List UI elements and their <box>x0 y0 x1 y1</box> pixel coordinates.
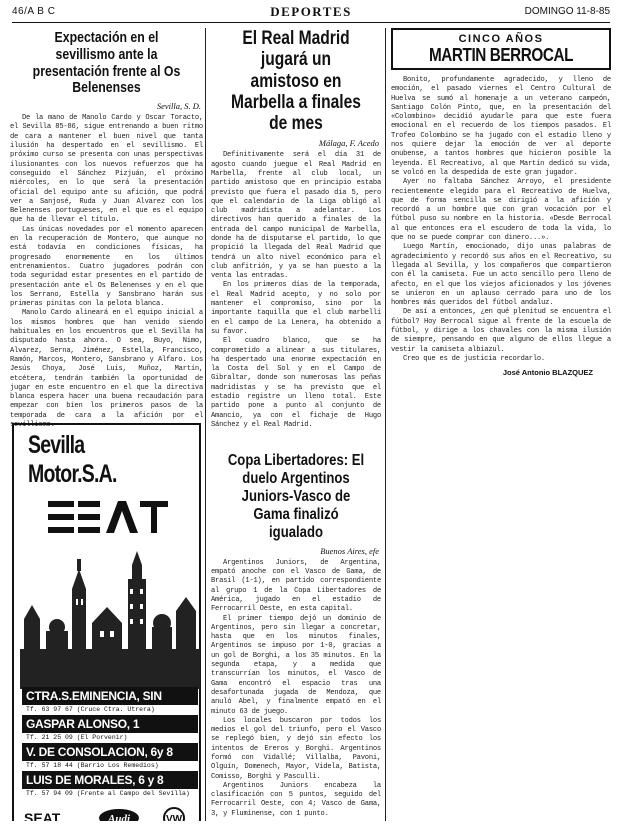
footer-seat-logo: SEAT <box>24 810 61 826</box>
dateline-malaga: Málaga, F. Acedo <box>318 138 379 149</box>
article-paragraph: En los primeros días de la temporada, el Real Madrid acepto, y no solo por mantener el compromiso, sino por la importante taquilla que el club marbellí en el campo de La Lenera, ha obtenido a su favor. <box>211 281 381 336</box>
article-paragraph: Creo que es de justicia recordarlo. <box>403 354 545 363</box>
dealer-phone: Tf. 57 94 09 (Frente al Campo del Sevilla) <box>26 790 190 797</box>
brand-logos-footer <box>24 807 194 826</box>
article-paragraph: Definitivamente será el día 31 de agosto cuando juegue el Real Madrid en Marbella, frente al club local, un partido amistoso que en principio estaba previsto que fuera el pasado día 5, pero que el calendario de la Liga obligó al club madridista a adelantar. Los directivos han querido a finales de la entrada del campo municipal de Marbella, donde ha de disputarse el partido, lo que propició la llegada del Real Madrid que tendrá un alto nivel económico para el club anfitrión, y ya se han puesto a la venta las entradas. <box>211 151 381 281</box>
article-paragraph: Los locales buscaron por todos los medios el gol del triunfo, pero el Vasco se replegó bien, y dejó sin efecto los intentos de Ereros y Borghi. Argentinos formó con Vidallé; Villalba, Pavoni, Olguín, Domenech, Mayor, Videla, Batista, Comisso, Borghi y Pasculli. <box>211 716 381 781</box>
dealer-address: CTRA.S.EMINENCIA, SIN <box>22 687 198 705</box>
issue-date: DOMINGO 11-8-85 <box>524 6 610 17</box>
page-number: 46/A B C <box>12 6 56 17</box>
dealer-1 <box>22 687 198 713</box>
article-paragraph: Argentinos Juniors, de Argentina, empató anoche con el Vasco de Gama, de Brasil (1-1), en partido correspondiente al grupo 1 de la Copa Libertadores de América, jugado en el estadio de Ferrocarril Oeste, en esta capital. <box>211 558 381 614</box>
article-paragraph: Ayer no faltaba Sánchez Arroyo, el presidente recientemente elegido para el Recreativo de Huelva, que de forma sencilla se dirigió a la afición y recordó a un hombre que con gran vocación por el fútbol puso su nombre en la historia. «Desde Berrocal al que entonces era el escudero de toda la vida, lo que no se puede comprar con dinero...». <box>391 178 611 243</box>
dateline-sevilla: Sevilla, S. D. <box>156 101 201 112</box>
dealer-address: LUIS DE MORALES, 6 y 8 <box>22 771 198 789</box>
footer-vw-logo: VW <box>165 814 183 825</box>
column-rule <box>385 28 386 821</box>
dealer-address: GASPAR ALONSO, 1 <box>22 715 198 733</box>
city-skyline-illustration <box>20 549 200 689</box>
dateline-buenos-aires: Buenos Aires, efe <box>320 545 379 556</box>
headline-real-madrid: El Real Madrid jugará un amistoso en Marbella a finales de mes <box>231 28 361 135</box>
section-title: DEPORTES <box>270 4 352 19</box>
author-signature: José Antonio BLAZQUEZ <box>502 368 593 378</box>
article-paragraph: El primer tiempo dejó un dominio de Argentinos, pero sin llegar a concretar, hasta que en los minutos finales, Argentinos se impuso por 1-0, gracias a un gol de Borghi, a los 35 minutos. En la segunda etapa, y a medida que transcurrían los minutos, el Vasco de Gama encontró el espacio tras una desafortunada jugada de Mendoza, que anuló Abel, y finalmente empató en el minuto 63 de juego. <box>211 614 381 716</box>
opinion-headline: MARTIN BERROCAL <box>428 45 574 65</box>
headline-libertadores: Copa Libertadores: El duelo Argentinos Juniors-Vasco de Gama finalizó igualado <box>227 452 365 541</box>
article-paragraph: De así a entonces, ¿en qué plenitud se encuentra el fútbol? Hoy Berrocal sigue al frente de la escuela de fútbol, y dirige a los chavales con la misma ilusión de siempre, pensando en que alguno de ellos llegue a vestir la camiseta albiazul. <box>391 308 611 354</box>
dealer-3 <box>22 743 198 769</box>
dealer-4 <box>22 771 198 797</box>
article-paragraph: De la mano de Manolo Cardo y Oscar Toracto, el Sevilla 85-86, sigue entrenando a buen ritmo de cara a mantener el buen nivel que tanta ilusión ha despertado en el sevillismo. El próximo curso se presenta con unas perspectivas ilusionantes con los nuevos refuerzos que ha conseguido el Sánchez Pizjuán, el próximo miércoles, en lo que será la presentación oficial del equipo ante su afición, que podrá ver a Sanjosé, Ruda y Juan Alvarez con los Belenenses portugueses, en el que es el equipo que ha de llevar el título. <box>10 114 203 225</box>
article-paragraph: El cuadro blanco, que se ha comprometido a alinear a sus titulares, ha despertado una enorme expectación en la Costa del Sol y en el Campo de Gibraltar, donde son numerosas las peñas madridistas y se ha previsto que el estadio registre un lleno total. Este partido pone a punto al conjunto de Amancio, ya con el fichaje de Hugo Sánchez y el Real Madrid. <box>211 337 381 429</box>
dealer-2 <box>22 715 198 741</box>
opinion-kicker: CINCO AÑOS <box>458 33 544 45</box>
dealer-phone: Tf. 21 25 09 (El Porvenir) <box>26 734 128 741</box>
column-opinion <box>391 28 611 821</box>
article-paragraph: Luego Martín, emocionado, dijo unas palabras de agradecimiento y recordó sus años en el Recreativo, su llegada al Sevilla, y los compañeros que compartieron con él la camiseta. Fue un acto sencillo pero lleno de afecto, en el que los viejos aficionados y los jóvenes se unieron en un aplauso cerrado para uno de los hombres más queridos del fútbol andaluz. <box>391 243 611 308</box>
column-real-madrid <box>211 28 381 821</box>
seat-logo-icon <box>48 497 168 537</box>
article-paragraph: Argentinos Juniors encabeza la clasificación con 5 puntos, seguido del Ferrocarril Oeste, con 4; Vasco de Gama, 3, y Fluminense, con 1 punto. <box>211 781 381 818</box>
article-paragraph: Las únicas novedades por el momento aparecen en la recuperación de Montero, que aunque no está todavía en condiciones físicas, ha progresado enormemente en los últimos entrenamientos. Cuatro jugadores podrán con toda seguridad estar presentes en el partido de presentación ante el Os Belenenses y en el que los Serrano, Estella y Sansbrano harán sus primeras pinitas con la pelota blanca. <box>10 225 203 309</box>
article-paragraph: Bonito, profundamente agradecido, y lleno de emoción, el pasado viernes el Centro Cultural de Huelva se sumó al homenaje a un veterano campeón, Santiago Colón Pinto, que, en la presentación del «Colombino» decidió ayudarle para que este fuera emocional en el recuerdo de los tiempos pasados. El Trofeo Colombino se ha jugado con el estadio lleno y nos quiere dejar la emoción de ver al deporte onubense, a tantos hombres que hicieron posible la leyenda. El Recreativo, al que Martín dedicó su vida, se volcó en la despedida de este gran jugador. <box>391 76 611 177</box>
advertisement-sevilla-motor <box>12 423 201 826</box>
dealer-phone: Tf. 57 18 44 (Barrio Los Remedios) <box>26 762 159 769</box>
page-header <box>12 4 610 23</box>
article-paragraph: Manolo Cardo alineará en el equipo inicial a los mismos hombres que han venido siendo habituales en los encuentros que el Sevilla ha disputado hasta ahora. O sea, Buyo, Nimo, Alvarez, Serna, Jiménez, Estella, Francisco, Ramón, Marcos, Montero, Sansbrano y Alfaro. Los Jesús Choya, José Luis, Muñoz, Martín, etcétera, tendrán también la oportunidad de jugar en este encuentro en el que la directiva blanca espera hacer una buena recaudación para empezar con bien los primeros pasos de la temporada de cara a la afición por el sevillismo. <box>10 309 203 429</box>
footer-audi-logo: Audi <box>107 813 131 825</box>
column-rule <box>205 28 206 821</box>
dealer-phone: Tf. 63 97 67 (Cruce Ctra. Utrera) <box>26 706 155 713</box>
opinion-title-box <box>391 28 611 70</box>
ad-brand: Sevilla Motor.S.A. <box>28 431 117 488</box>
headline-sevilla: Expectación en el sevillismo ante la presentación frente al Os Belenenses <box>32 29 181 97</box>
dealer-address: V. DE CONSOLACION, 6y 8 <box>22 743 198 761</box>
column-sevilla <box>10 28 203 826</box>
